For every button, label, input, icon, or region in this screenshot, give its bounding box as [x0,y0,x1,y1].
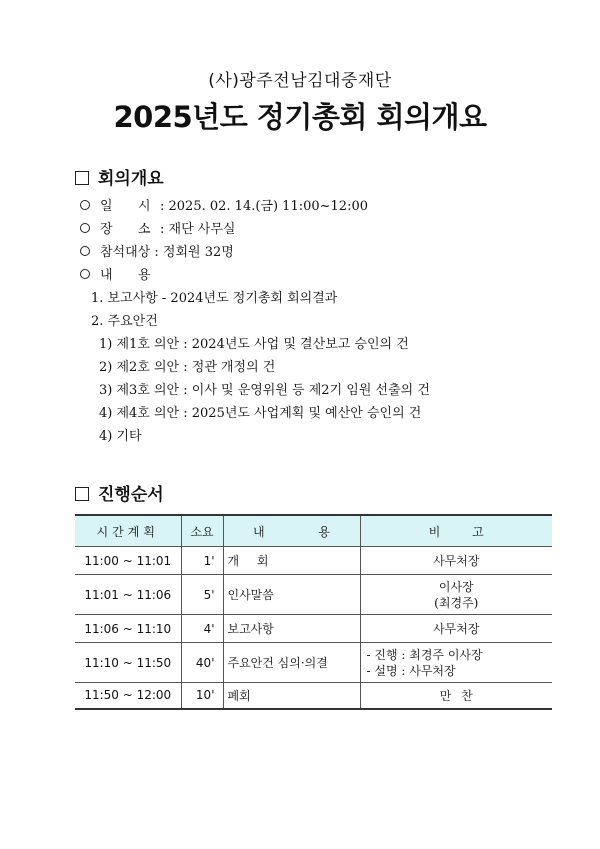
cell-content: 인사말씀 [223,575,360,615]
cell-time: 11:10 ~ 11:50 [75,643,181,683]
note-line: (최경주) [434,595,479,610]
cell-duration: 1' [181,547,223,575]
cell-time: 11:01 ~ 11:06 [75,575,181,615]
circle-bullet-icon [80,269,90,279]
value-text: : 2025. 02. 14.(금) 11:00~12:00 [160,199,368,214]
page-title: 2025년도 정기총회 회의개요 [113,100,487,134]
table-row [75,683,552,709]
schedule-table [75,514,552,710]
cell-duration: 10' [181,683,223,709]
label-part: 소 [138,222,151,237]
content-line-agenda: 2. 주요안건 [91,314,158,329]
agenda-item: 4) 기타 [99,429,142,444]
column-header-duration: 소요 [181,515,223,547]
label-part: 장 [100,222,113,237]
agenda-item: 3) 제3호 의안 : 이사 및 운영위원 등 제2기 임원 선출의 건 [99,383,430,398]
overview-item-place [80,218,235,237]
note-line: - 설명 : 사무처장 [366,663,456,678]
content-line-report: 1. 보고사항 - 2024년도 정기총회 회의결과 [91,291,338,306]
cell-time: 11:50 ~ 12:00 [75,683,181,709]
section-title: 진행순서 [98,485,164,505]
cell-duration: 4' [181,615,223,643]
overview-item-attendees [80,241,234,260]
organization-name: (사)광주전남김대중재단 [208,71,392,91]
circle-bullet-icon [80,223,90,233]
cell-duration: 5' [181,575,223,615]
label-part: 시 [138,199,151,214]
section-heading-overview [75,164,164,189]
cell-time: 11:06 ~ 11:10 [75,615,181,643]
value-text: : 재단 사무실 [160,222,236,237]
cell-note [360,575,552,615]
note-line: - 진행 : 최경주 이사장 [366,647,483,662]
label-part: 용 [138,268,151,283]
cell-content: 주요안건 심의·의결 [223,643,360,683]
cell-note: 만 찬 [360,683,552,709]
circle-bullet-icon [80,246,90,256]
checkbox-square-icon [75,171,89,185]
note-line: 이사장 [438,579,474,594]
agenda-item: 1) 제1호 의안 : 2024년도 사업 및 결산보고 승인의 건 [99,337,409,352]
overview-item-content [80,264,151,283]
section-heading-schedule [75,480,164,505]
cell-content: 폐회 [223,683,360,709]
section-title: 회의개요 [98,169,164,189]
table-header-row [75,515,552,547]
column-header-time: 시간계획 [75,515,181,547]
overview-item-date [80,195,368,214]
cell-content: 보고사항 [223,615,360,643]
circle-bullet-icon [80,200,90,210]
cell-note: 사무처장 [360,615,552,643]
cell-note: 사무처장 [360,547,552,575]
label-part: 일 [100,199,113,214]
table-row [75,615,552,643]
cell-duration: 40' [181,643,223,683]
cell-content: 개 회 [223,547,360,575]
label-part: 내 [100,268,113,283]
agenda-item: 2) 제2호 의안 : 정관 개정의 건 [99,360,276,375]
column-header-content: 내 용 [223,515,360,547]
checkbox-square-icon [75,487,89,501]
table-row [75,643,552,683]
label-text: 참석대상 [100,245,151,260]
table-row [75,575,552,615]
table-row [75,547,552,575]
agenda-item: 4) 제4호 의안 : 2025년도 사업계획 및 예산안 승인의 건 [99,406,422,421]
cell-time: 11:00 ~ 11:01 [75,547,181,575]
column-header-note: 비 고 [360,515,552,547]
cell-note [360,643,552,683]
value-text: : 정회원 32명 [154,245,234,260]
